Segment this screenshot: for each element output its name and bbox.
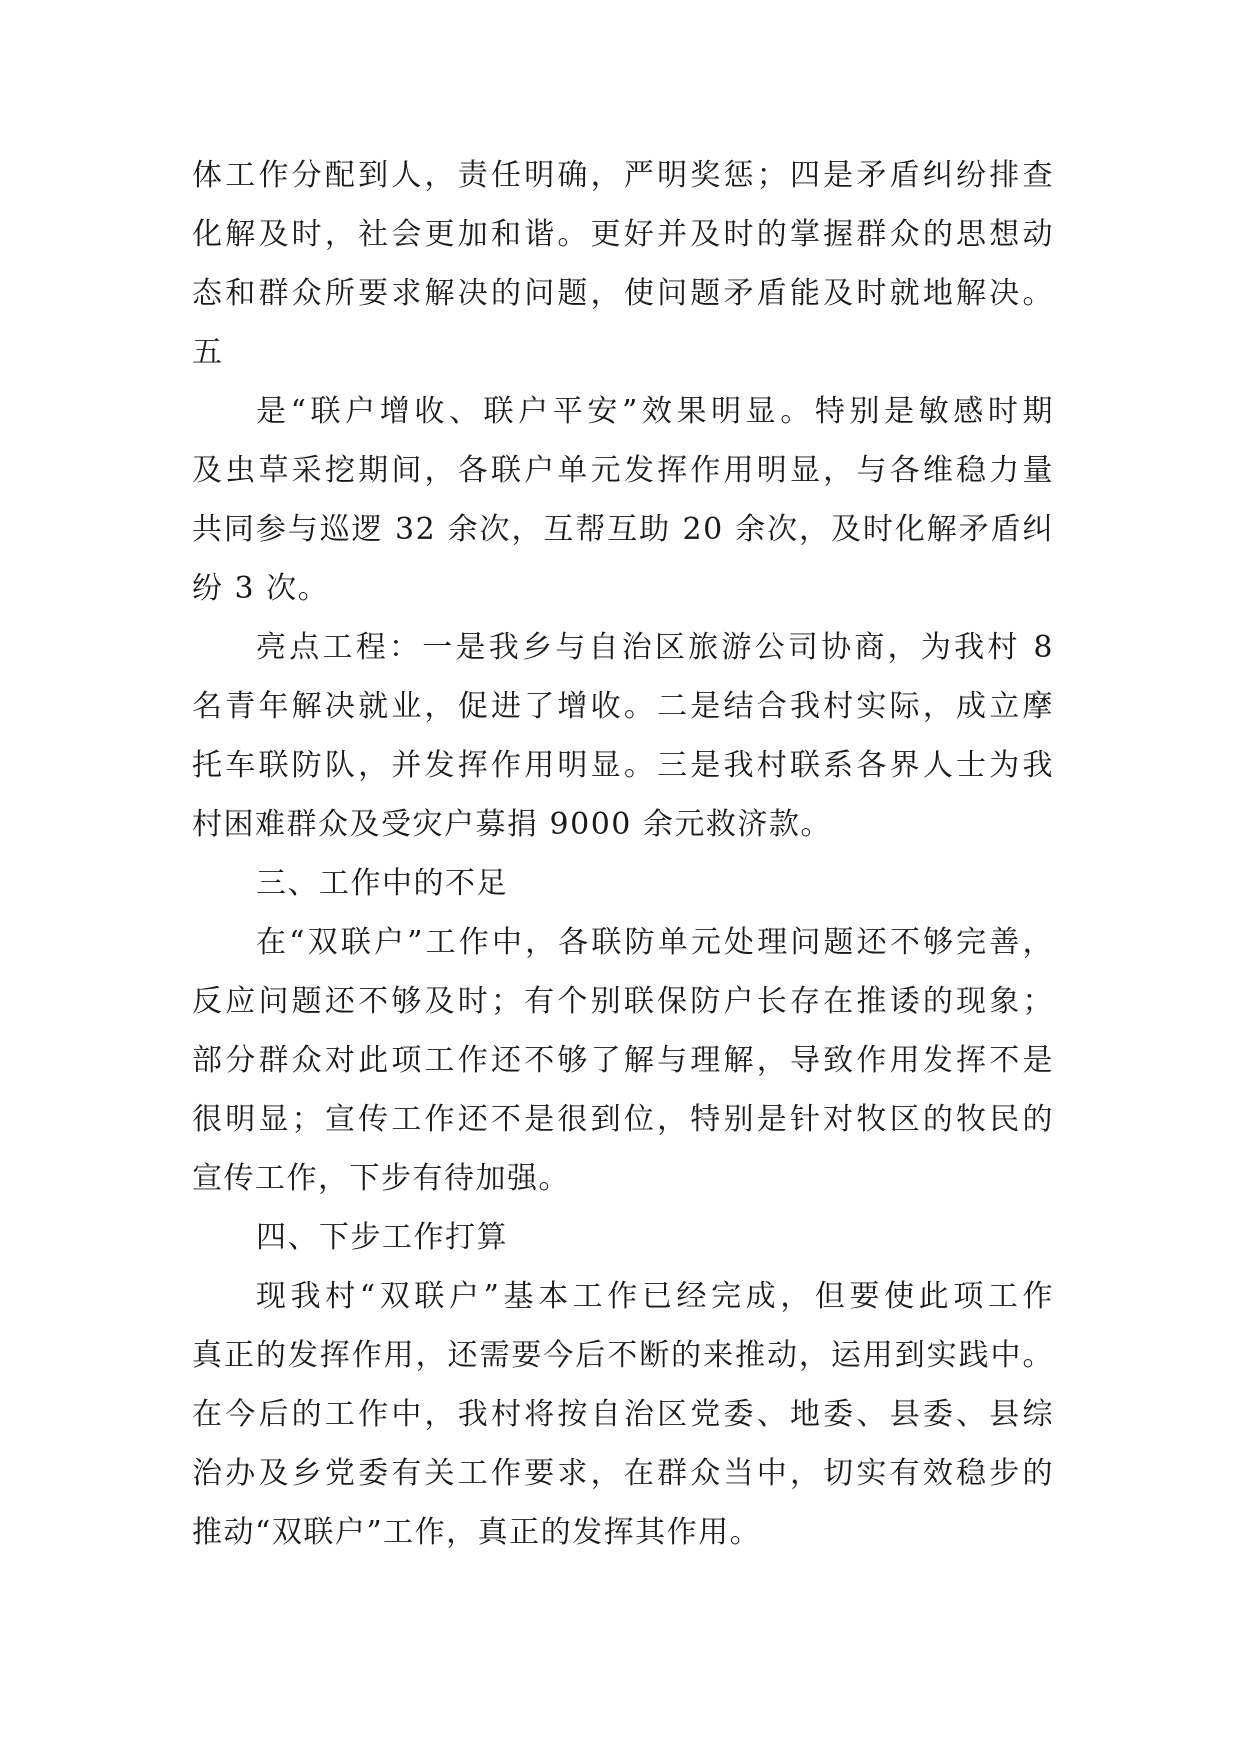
text-line: 体工作分配到人，责任明确，严明奖惩；四是矛盾纠纷排查: [192, 158, 1054, 193]
text-line: 及虫草采挖期间，各联户单元发挥作用明显，与各维稳力量: [192, 453, 1054, 488]
text-line: 化解及时，社会更加和谐。更好并及时的掌握群众的思想动: [192, 217, 1054, 252]
text-line: 共同参与巡逻 32 余次，互帮互助 20 余次，及时化解矛盾纠: [192, 512, 1054, 547]
text-line: 亮点工程：一是我乡与自治区旅游公司协商，为我村 8: [256, 630, 1054, 665]
text-line: 托车联防队，并发挥作用明显。三是我村联系各界人士为我: [192, 748, 1054, 783]
text-line: 五: [192, 335, 224, 370]
text-line: 推动“双联户”工作，真正的发挥其作用。: [192, 1515, 762, 1550]
text-line: 部分群众对此项工作还不够了解与理解，导致作用发挥不是: [192, 1043, 1054, 1078]
text-line: 四、下步工作打算: [256, 1220, 508, 1255]
document-body: [192, 146, 1054, 1562]
text-line: 在“双联户”工作中，各联防单元处理问题还不够完善，: [256, 925, 1054, 960]
text-line: 纷 3 次。: [192, 571, 330, 606]
text-line: 在今后的工作中，我村将按自治区党委、地委、县委、县综: [192, 1397, 1054, 1432]
text-line: 治办及乡党委有关工作要求，在群众当中，切实有效稳步的: [192, 1456, 1054, 1491]
text-line: 态和群众所要求解决的问题，使问题矛盾能及时就地解决。: [192, 276, 1054, 311]
document-page: [192, 146, 1054, 1562]
text-line: 是“联户增收、联户平安”效果明显。特别是敏感时期: [256, 394, 1054, 429]
text-line: 宣传工作，下步有待加强。: [192, 1161, 570, 1196]
text-line: 反应问题还不够及时；有个别联保防户长存在推诿的现象；: [192, 984, 1054, 1019]
text-line: 很明显；宣传工作还不是很到位，特别是针对牧区的牧民的: [192, 1102, 1054, 1137]
text-line: 现我村“双联户”基本工作已经完成，但要使此项工作: [256, 1279, 1054, 1314]
text-line: 三、工作中的不足: [256, 866, 508, 901]
text-line: 村困难群众及受灾户募捐 9000 余元救济款。: [192, 807, 832, 842]
text-line: 真正的发挥作用，还需要今后不断的来推动，运用到实践中。: [192, 1338, 1054, 1373]
text-line: 名青年解决就业，促进了增收。二是结合我村实际，成立摩: [192, 689, 1054, 724]
